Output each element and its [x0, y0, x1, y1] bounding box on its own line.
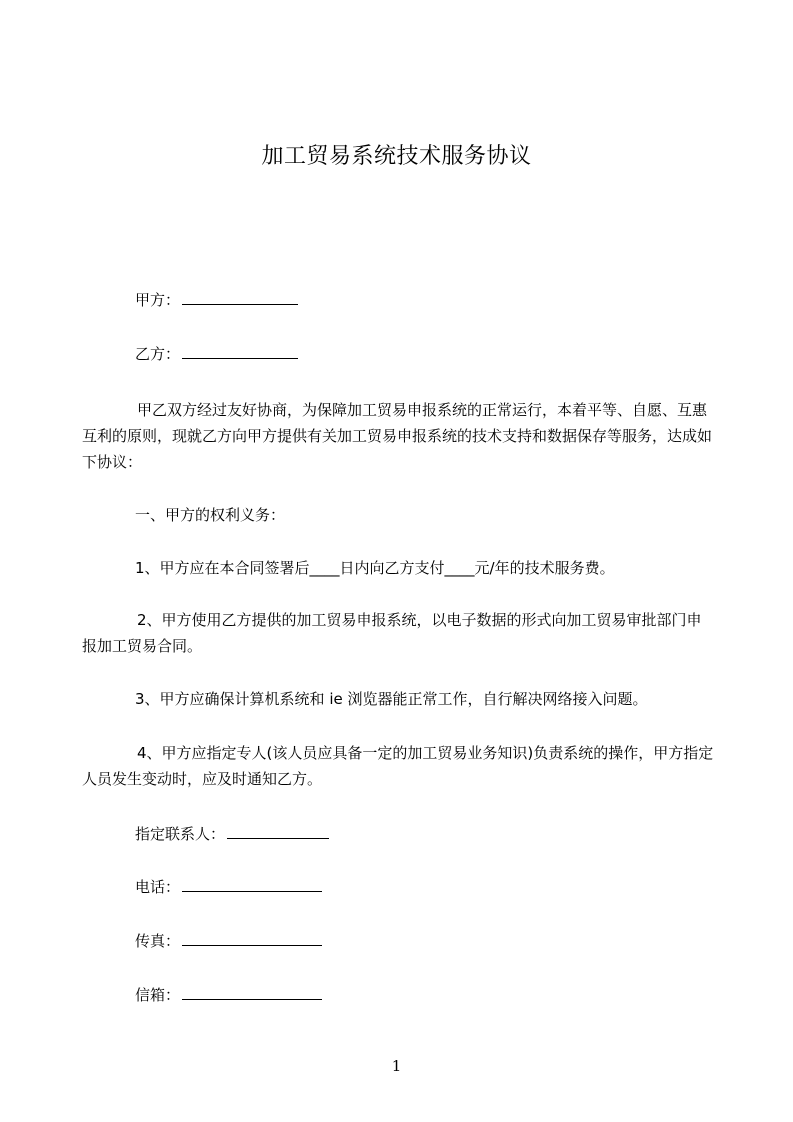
phone-label: 电话：: [135, 878, 181, 896]
party-a-blank: [182, 290, 298, 305]
clause-4: 4、甲方应指定专人(该人员应具备一定的加工贸易业务知识)负责系统的操作，甲方指定人员发生变动时，应及时通知乙方。: [82, 744, 714, 788]
contact-blank: [227, 824, 329, 839]
party-a-line: [135, 290, 298, 310]
email-line: [135, 985, 322, 1005]
email-label: 信箱：: [135, 986, 181, 1004]
contact-line: [135, 824, 329, 844]
party-a-label: 甲方：: [135, 291, 181, 309]
fax-blank: [182, 931, 322, 946]
clause-2: 2、甲方使用乙方提供的加工贸易申报系统，以电子数据的形式向加工贸易审批部门申报加工贸易合同。: [82, 611, 702, 655]
page-number: 1: [391, 1057, 402, 1075]
section-1-heading: 一、甲方的权利义务：: [135, 506, 286, 524]
intro-paragraph: 甲乙双方经过友好协商，为保障加工贸易申报系统的正常运行，本着平等、自愿、互惠互利的原则，现就乙方向甲方提供有关加工贸易申报系统的技术支持和数据保存等服务，达成如下协议：: [82, 401, 713, 471]
phone-line: [135, 877, 322, 897]
party-b-blank: [182, 344, 298, 359]
email-blank: [182, 985, 322, 1000]
party-b-label: 乙方：: [135, 345, 181, 363]
fax-label: 传真：: [135, 932, 181, 950]
clause-1: 1、甲方应在本合同签署后____日内向乙方支付____元/年的技术服务费。: [135, 559, 615, 577]
document-title: 加工贸易系统技术服务协议: [261, 144, 532, 169]
fax-line: [135, 931, 322, 951]
clause-3: 3、甲方应确保计算机系统和 ie 浏览器能正常工作，自行解决网络接入问题。: [135, 690, 648, 708]
contact-label: 指定联系人：: [135, 825, 226, 843]
party-b-line: [135, 344, 298, 364]
phone-blank: [182, 877, 322, 892]
